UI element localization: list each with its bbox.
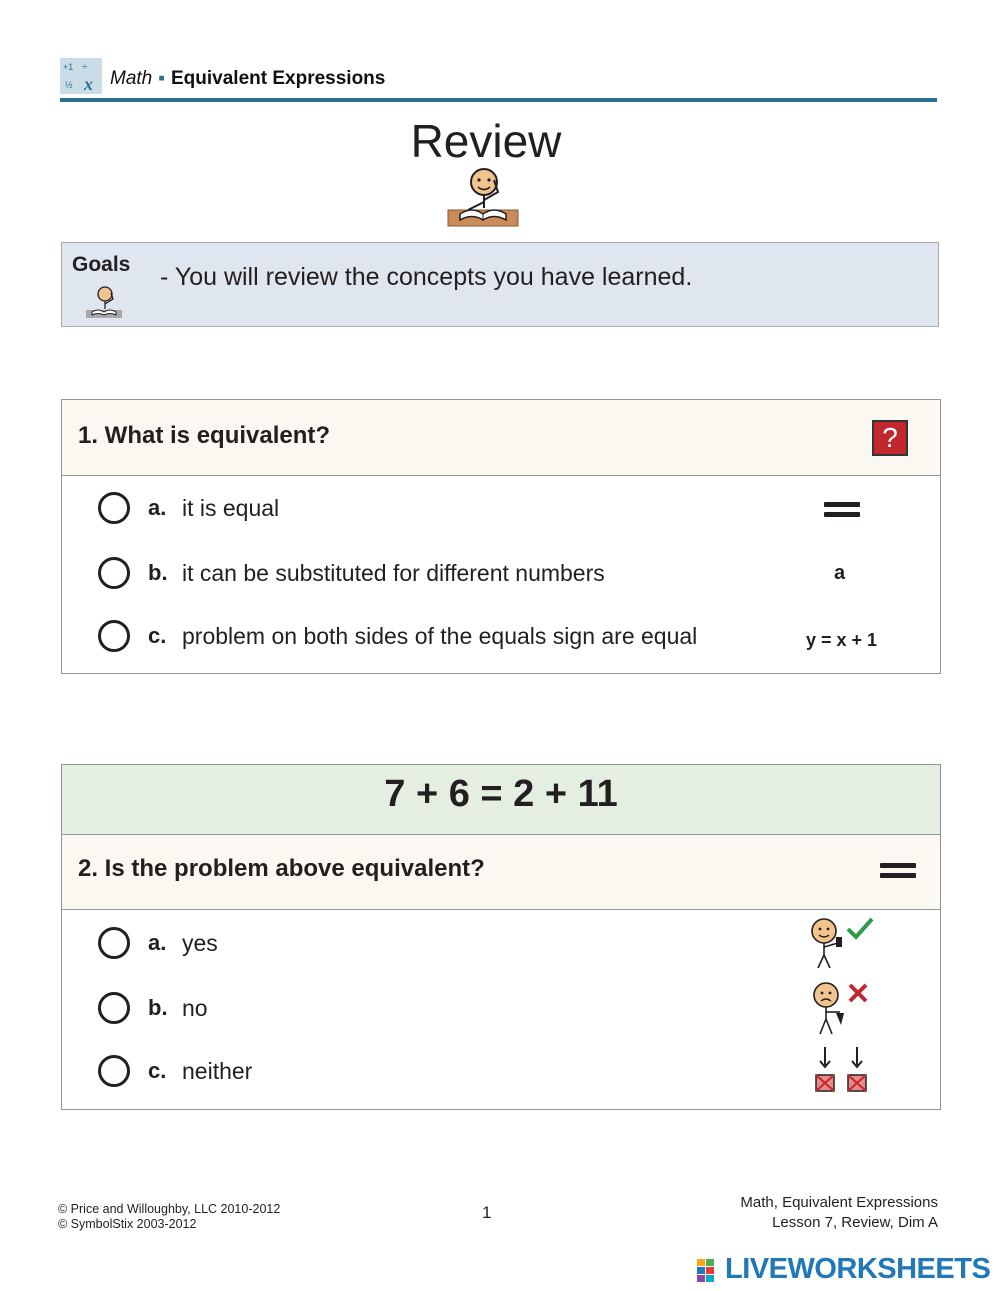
header-separator: ▪: [158, 68, 165, 89]
option-text: problem on both sides of the equals sign are equal: [182, 623, 698, 649]
question-1-option-b-radio[interactable]: [98, 557, 130, 589]
option-letter: c.: [148, 1058, 167, 1083]
person-no-cross-icon: [810, 979, 874, 1035]
header-topic: Equivalent Expressions: [171, 68, 386, 89]
option-text: neither: [182, 1058, 253, 1084]
page-title: Review: [410, 115, 562, 167]
equation-banner: [62, 765, 940, 835]
question-1-option-c[interactable]: [98, 620, 878, 654]
question-mark-icon: ?: [872, 420, 908, 456]
question-1-option-a[interactable]: [98, 492, 878, 526]
option-text: it is equal: [182, 495, 280, 521]
question-2-option-c-radio[interactable]: [98, 1055, 130, 1087]
goals-label: Goals: [72, 253, 131, 276]
variable-a-symbol: a: [834, 562, 846, 584]
brand-name: LIVEWORKSHEETS: [725, 1253, 991, 1285]
question-1-option-c-radio[interactable]: [98, 620, 130, 652]
option-letter: a.: [148, 495, 167, 520]
liveworksheets-brand[interactable]: [697, 1251, 997, 1287]
question-1-option-b[interactable]: [98, 557, 878, 591]
header-breadcrumb: [110, 68, 385, 90]
person-yes-checkmark-icon: [808, 915, 876, 969]
question-2-option-a[interactable]: [98, 927, 878, 961]
equals-sign-icon: [880, 863, 916, 879]
copyright-line-2: © SymbolStix 2003-2012: [58, 1217, 197, 1231]
equation-text: 7 + 6 = 2 + 11: [384, 773, 618, 815]
footer-course: Math, Equivalent Expressions: [740, 1194, 938, 1211]
header-rule: [60, 98, 937, 102]
goals-student-icon: [84, 284, 124, 320]
question-2-option-b-radio[interactable]: [98, 992, 130, 1024]
neither-crossed-boxes-icon: [812, 1045, 872, 1095]
option-text: it can be substituted for different numbers: [182, 560, 605, 586]
question-2-header: [62, 835, 940, 910]
option-letter: c.: [148, 623, 167, 648]
question-1-option-a-radio[interactable]: [98, 492, 130, 524]
footer-lesson-info: [740, 1193, 938, 1233]
svg-text:÷: ÷: [82, 62, 88, 73]
option-text: no: [182, 995, 208, 1021]
math-subject-icon: [60, 58, 102, 94]
question-1-box: [61, 399, 941, 674]
liveworksheets-logo-icon: [697, 1259, 723, 1283]
copyright-line-1: © Price and Willoughby, LLC 2010-2012: [58, 1202, 281, 1216]
page-number: 1: [482, 1203, 492, 1222]
question-2-title: 2. Is the problem above equivalent?: [78, 855, 485, 882]
svg-text:½: ½: [65, 80, 73, 90]
question-1-title: 1. What is equivalent?: [78, 422, 331, 449]
footer-copyright: [58, 1202, 280, 1232]
question-2-option-a-radio[interactable]: [98, 927, 130, 959]
option-letter: b.: [148, 995, 168, 1020]
student-reading-icon: [446, 164, 520, 228]
option-text: yes: [182, 930, 218, 956]
header-subject: Math: [110, 68, 153, 89]
goals-text: - You will review the concepts you have learned.: [160, 263, 693, 291]
option-letter: b.: [148, 560, 168, 585]
option-letter: a.: [148, 930, 167, 955]
svg-text:+1: +1: [63, 62, 74, 72]
equals-sign-icon: [824, 502, 860, 518]
equation-symbol: y = x + 1: [806, 630, 878, 650]
question-2-box: [61, 764, 941, 1110]
question-2-option-b[interactable]: [98, 992, 878, 1026]
svg-text:x: x: [84, 74, 93, 94]
question-2-option-c[interactable]: [98, 1055, 878, 1089]
footer-lesson: Lesson 7, Review, Dim A: [772, 1214, 938, 1231]
question-1-header: [62, 400, 940, 476]
